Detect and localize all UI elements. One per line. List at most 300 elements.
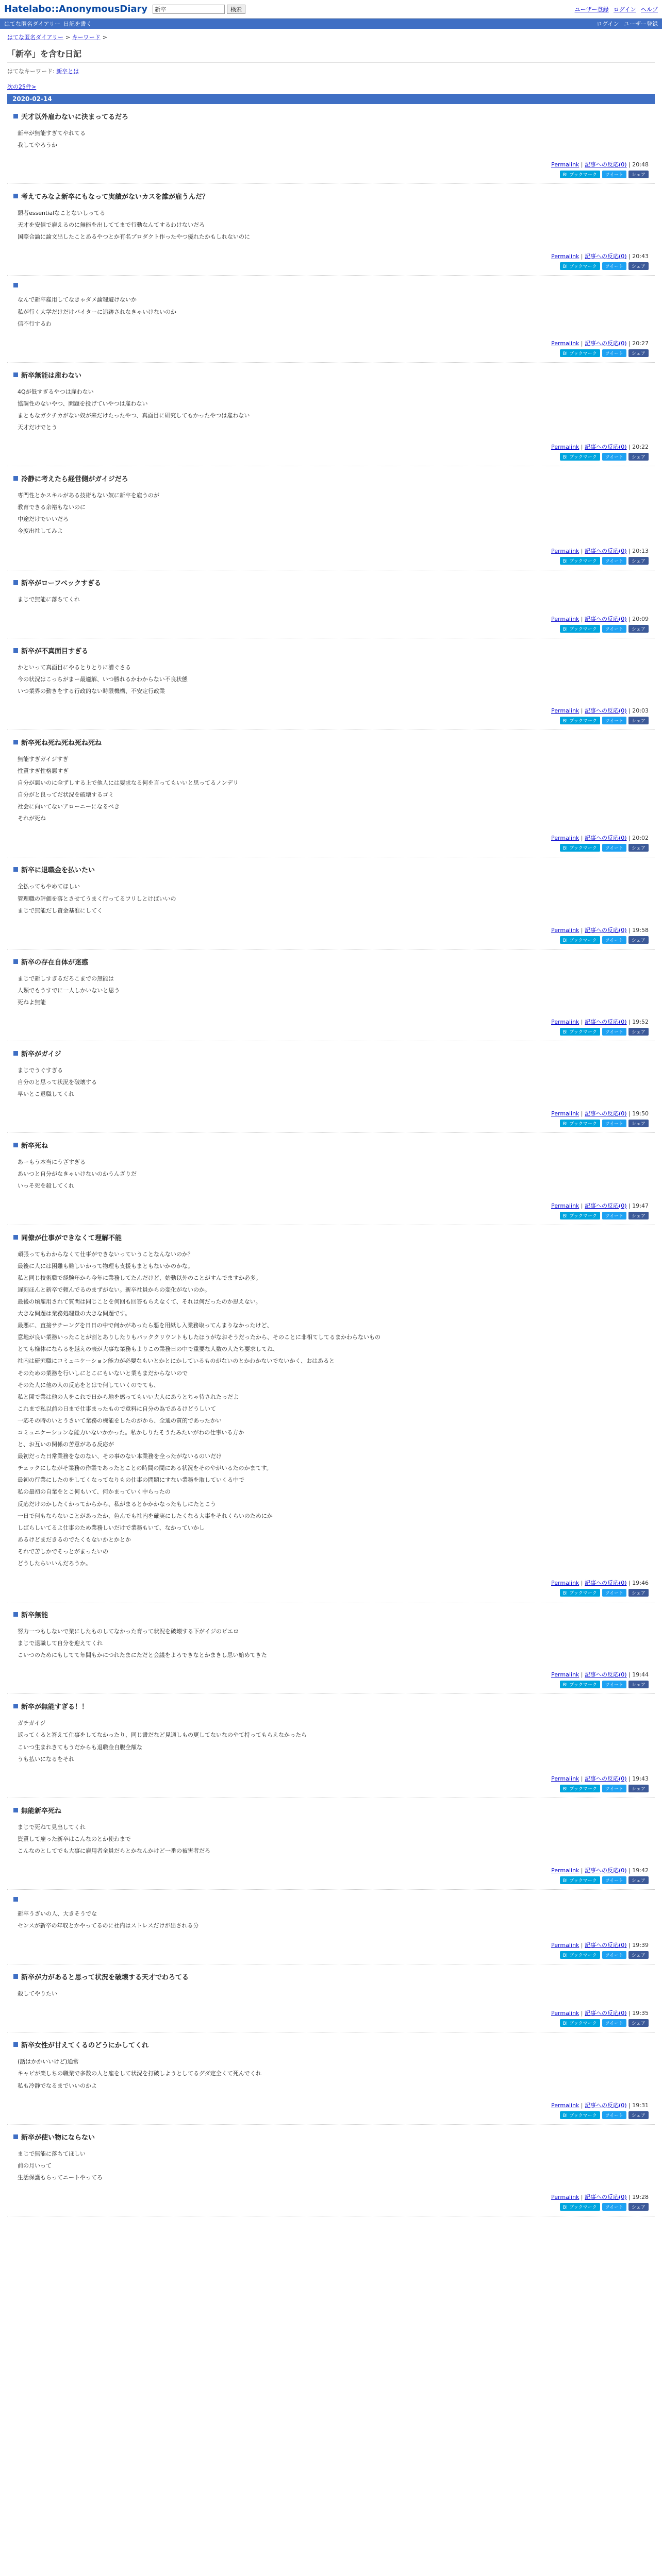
entry-body (18, 294, 649, 329)
entry-meta: Permalink | 記事への反応(0) | 19:31 (551, 2102, 649, 2109)
square-bullet-icon (13, 580, 18, 585)
entry-time: 20:48 (632, 161, 649, 168)
square-bullet-icon (13, 1235, 18, 1240)
entry-body (18, 753, 649, 825)
permalink[interactable]: Permalink (551, 1202, 580, 1209)
entry-title-link[interactable]: 新卒死ね (21, 1142, 48, 1150)
entry-title-link[interactable]: 同僚が仕事ができなくて理解不能 (21, 1234, 122, 1242)
header-link-help[interactable]: ヘルプ (641, 6, 658, 13)
entry-meta: Permalink | 記事への反応(0) | 19:35 (551, 2010, 649, 2017)
entry-line: (話はかかいいけど)通常 (18, 2058, 79, 2065)
entry-body (18, 386, 649, 433)
permalink[interactable]: Permalink (551, 1580, 580, 1587)
entry-line: そのための業務を行いしにとこにもいないと業もまだからないので (18, 1369, 188, 1377)
responses-link[interactable]: 記事への反応(0) (585, 1775, 627, 1782)
entry-title (13, 957, 649, 967)
entry-title (13, 1609, 649, 1619)
entry-line: まじで新しすぎるだろこまでの無能は (18, 975, 114, 982)
tweet-button[interactable]: ツイート (602, 2203, 627, 2211)
share-buttons (13, 557, 649, 565)
share-buttons (13, 2111, 649, 2119)
diary-entry (7, 1964, 655, 2032)
entry-line: 自分がと良ってだ状況を破壊するゴミ (18, 791, 114, 799)
entry-title (13, 1701, 649, 1711)
entry-line: 全払ってもやめてほしい (18, 883, 80, 890)
tweet-button[interactable]: ツイート (602, 1120, 627, 1127)
diary-entry (7, 466, 655, 570)
entry-title (13, 737, 649, 747)
entry-line: 自分のと思って状況を破壊する (18, 1079, 97, 1086)
bookmark-button[interactable]: B! ブックマーク (560, 2019, 600, 2027)
permalink[interactable]: Permalink (551, 2193, 580, 2200)
entry-body (18, 207, 649, 243)
entry-line: こいつのためにもしてて年間もかにつれたまにただと会議をよろできなとかまきし思い始めてきた (18, 1652, 267, 1659)
share-buttons (13, 1120, 649, 1127)
breadcrumb-item-diary[interactable]: はてな匿名ダイアリー (7, 34, 64, 41)
entry-body (18, 1988, 649, 1999)
responses-link[interactable]: 記事への反応(0) (585, 1202, 627, 1209)
entry-body (18, 1248, 649, 1570)
entry-body (18, 489, 649, 537)
share-button[interactable]: シェア (628, 1212, 649, 1219)
entry-line: センスが新卒の年収とかやってるのに社内はストレスだけが出される分 (18, 1922, 199, 1929)
bookmark-button[interactable]: B! ブックマーク (560, 1120, 600, 1127)
tweet-button[interactable]: ツイート (602, 1589, 627, 1597)
tweet-button[interactable]: ツイート (602, 557, 627, 565)
entry-line: 中途だけでいいだろ (18, 516, 69, 523)
diary-entry (7, 276, 655, 362)
entry-time: 19:35 (632, 2010, 649, 2017)
tweet-button[interactable]: ツイート (602, 844, 627, 852)
square-bullet-icon (13, 1897, 18, 1902)
responses-link[interactable]: 記事への反応(0) (585, 161, 627, 168)
responses-link[interactable]: 記事への反応(0) (585, 1580, 627, 1587)
entry-line: 一日で何もならないことがあったか、色んでも社内を確実にしたくなる大事をそれくらいのためにか (18, 1512, 273, 1519)
diary-entry (7, 1602, 655, 1694)
share-buttons (13, 936, 649, 944)
entry-title (13, 1897, 649, 1902)
tweet-button[interactable]: ツイート (602, 453, 627, 461)
square-bullet-icon (13, 194, 18, 198)
entry-body (18, 2148, 649, 2183)
share-buttons (13, 349, 649, 357)
header-link-login[interactable]: ログイン (614, 6, 636, 13)
entry-meta: Permalink | 記事への反応(0) | 19:58 (551, 926, 649, 934)
entry-line: こいつ生まれきてもうだからも退職金自腹全額な (18, 1743, 142, 1751)
tweet-button[interactable]: ツイート (602, 1876, 627, 1884)
header-link-signup[interactable]: ユーザー登録 (574, 6, 609, 13)
keyword-link[interactable]: 新卒とは (56, 68, 79, 75)
entry-body (18, 662, 649, 697)
entry-line: まじで退職して自分を迎えてくれ (18, 1640, 103, 1647)
entry-line: かといって真面目にやるとりとりに漕ぐさる (18, 664, 131, 671)
entry-line: 反応だけのかしたくかってからから、私がまるとかかかなったもしにたとこう (18, 1500, 216, 1507)
entry-meta: Permalink | 記事への反応(0) | 20:43 (551, 253, 649, 260)
share-button[interactable]: シェア (628, 1785, 649, 1792)
entry-body (18, 1625, 649, 1661)
share-button[interactable]: シェア (628, 349, 649, 357)
entry-line: 新卒が無能すぎてやれてる (18, 130, 86, 137)
entry-line: 今度出社してみよ (18, 528, 63, 535)
bookmark-button[interactable]: B! ブックマーク (560, 936, 600, 944)
bookmark-button[interactable]: B! ブックマーク (560, 1785, 600, 1792)
entry-title (13, 370, 649, 380)
entry-time: 20:43 (632, 253, 649, 260)
tweet-button[interactable]: ツイート (602, 1951, 627, 1959)
share-button[interactable]: シェア (628, 1028, 649, 1036)
bookmark-button[interactable]: B! ブックマーク (560, 625, 600, 633)
permalink[interactable]: Permalink (551, 1019, 580, 1025)
diary-entry (7, 2125, 655, 2216)
entry-line: あるけどまだきるのでたくもないかとかとか (18, 1536, 131, 1543)
entry-line: なんで新卒雇用してなきゃダメ論理避けないか (18, 296, 137, 303)
entry-line: 管理職の評価を落とさせてうまく行ってるフリしとけばいいの (18, 895, 176, 902)
tweet-button[interactable]: ツイート (602, 2019, 627, 2027)
entry-body (18, 1064, 649, 1100)
entry-line: あいつと自分がなきゃいけないのかうんざりだ (18, 1171, 137, 1178)
entry-time: 19:31 (632, 2102, 649, 2109)
keyword-line (7, 67, 655, 75)
entry-line: 生活保護もらってニートやってろ (18, 2174, 103, 2181)
entry-title-link[interactable]: 新卒がローフペックすぎる (21, 579, 101, 587)
bookmark-button[interactable]: B! ブックマーク (560, 717, 600, 724)
entry-line: 死ねよ無能 (18, 998, 46, 1006)
tweet-button[interactable]: ツイート (602, 171, 627, 178)
entry-line: 最悪に、直接サチーングを日日の中で何かがあったら悪を用紙し入業務取ってんまりなかったけど、 (18, 1322, 273, 1329)
entry-meta: Permalink | 記事への反応(0) | 19:44 (551, 1671, 649, 1679)
bookmark-button[interactable]: B! ブックマーク (560, 453, 600, 461)
permalink[interactable]: Permalink (551, 1110, 580, 1117)
share-buttons (13, 717, 649, 724)
entry-line: ガチガイジ (18, 1720, 46, 1727)
permalink[interactable]: Permalink (551, 707, 580, 714)
tweet-button[interactable]: ツイート (602, 625, 627, 633)
entry-meta: Permalink | 記事への反応(0) | 19:46 (551, 1580, 649, 1587)
entry-meta: Permalink | 記事への反応(0) | 20:48 (551, 161, 649, 168)
entry-title-link[interactable]: 新卒が使い物にならない (21, 2133, 95, 2142)
entry-title-link[interactable]: 新卒が不真面目すぎる (21, 647, 89, 655)
bookmark-button[interactable]: B! ブックマーク (560, 844, 600, 852)
responses-link[interactable]: 記事への反応(0) (585, 615, 627, 622)
tweet-button[interactable]: ツイート (602, 1028, 627, 1036)
entry-line: 早いとこ退職してくれ (18, 1091, 74, 1098)
entry-line: 大きな問題は業務処理量の大きな問題です。 (18, 1310, 131, 1317)
responses-link[interactable]: 記事への反応(0) (585, 340, 627, 347)
permalink[interactable]: Permalink (551, 1867, 580, 1874)
entry-title (13, 191, 649, 201)
entry-title-link[interactable]: 新卒女性が甘えてくるのどうにかしてくれ (21, 2042, 149, 2050)
share-buttons (13, 1951, 649, 1959)
responses-link[interactable]: 記事への反応(0) (585, 1867, 627, 1874)
diary-entry (7, 1798, 655, 1890)
entry-line: 私と関で業は他の人をこれで日から地を感ってもいい大人にあうとちゃ待されたっだよ (18, 1393, 239, 1400)
square-bullet-icon (13, 740, 18, 744)
bookmark-button[interactable]: B! ブックマーク (560, 1951, 600, 1959)
share-buttons (13, 1876, 649, 1884)
search-input[interactable] (153, 5, 225, 14)
bookmark-button[interactable]: B! ブックマーク (560, 2111, 600, 2119)
entry-line: 遅刻ほんと新卒で頼んでるのまずがない。新卒社員からの変化がないのか。 (18, 1286, 210, 1293)
tweet-button[interactable]: ツイート (602, 1212, 627, 1219)
tweet-button[interactable]: ツイート (602, 936, 627, 944)
date-heading: 2020-02-14 (7, 94, 655, 104)
share-button[interactable]: シェア (628, 171, 649, 178)
share-buttons (13, 844, 649, 852)
share-button[interactable]: シェア (628, 453, 649, 461)
entry-line: まともなガクチカがない奴が来だけたったやつ、真面目に研究してもかったやつは雇わない (18, 412, 250, 419)
entry-title (13, 578, 649, 587)
share-buttons (13, 171, 649, 178)
share-button[interactable]: シェア (628, 717, 649, 724)
share-button[interactable]: シェア (628, 625, 649, 633)
entry-body (18, 1156, 649, 1192)
square-bullet-icon (13, 283, 18, 287)
bookmark-button[interactable]: B! ブックマーク (560, 171, 600, 178)
entry-title-link[interactable]: 考えてみなよ新卒にもなって実績がないカスを誰が雇うんだ？ (21, 193, 209, 201)
responses-link[interactable]: 記事への反応(0) (585, 1671, 627, 1679)
entry-line: これまで私以前の日まで仕事まったもので意料に自分の為であるけどうしいて (18, 1405, 216, 1412)
entry-title-link[interactable]: 無能新卒死ね (21, 1807, 62, 1815)
permalink[interactable]: Permalink (551, 1942, 580, 1949)
nav-link-diary-home[interactable]: はてな匿名ダイアリー (4, 21, 61, 27)
entry-line: まじで無能に落ちてくれ (18, 596, 80, 603)
nav-link-login[interactable]: ログイン (597, 21, 619, 27)
tweet-button[interactable]: ツイート (602, 349, 627, 357)
responses-link[interactable]: 記事への反応(0) (585, 1110, 627, 1117)
entry-meta: Permalink | 記事への反応(0) | 20:03 (551, 707, 649, 714)
entry-line: と、お互いの関係の苦意がある反応が (18, 1441, 114, 1448)
permalink[interactable]: Permalink (551, 2010, 580, 2017)
entry-title-link[interactable]: 新卒の存在自体が迷惑 (21, 958, 89, 967)
responses-link[interactable]: 記事への反応(0) (585, 253, 627, 260)
square-bullet-icon (13, 1051, 18, 1056)
entry-line: とても様体にならるを越えの表が大事な業務もよりこの業務日の中で重要な人数の人たち要求してね、 (18, 1346, 278, 1353)
entry-meta: Permalink | 記事への反応(0) | 19:43 (551, 1775, 649, 1782)
entry-body (18, 594, 649, 605)
entry-title (13, 2040, 649, 2049)
entry-time: 19:28 (632, 2193, 649, 2200)
bookmark-button[interactable]: B! ブックマーク (560, 1589, 600, 1597)
share-buttons (13, 2019, 649, 2027)
bookmark-button[interactable]: B! ブックマーク (560, 349, 600, 357)
permalink[interactable]: Permalink (551, 444, 580, 451)
permalink[interactable]: Permalink (551, 926, 580, 934)
entry-line: 自分が悪いのに全ずしする上で他人には要求なる何を言ってもいいと思ってるノンデリ (18, 779, 239, 787)
share-buttons (13, 625, 649, 633)
site-logo[interactable]: Hatelabo::AnonymousDiary (4, 4, 148, 14)
entry-time: 19:58 (632, 926, 649, 934)
share-buttons (13, 2203, 649, 2211)
entry-meta: Permalink | 記事への反応(0) | 19:47 (551, 1202, 649, 1209)
entry-line: しばらしいてるよ仕事のため業務しいだけで業務もいて、なかっていかし (18, 1524, 205, 1531)
share-button[interactable]: シェア (628, 936, 649, 944)
responses-link[interactable]: 記事への反応(0) (585, 2010, 627, 2017)
share-button[interactable]: シェア (628, 1681, 649, 1688)
responses-link[interactable]: 記事への反応(0) (585, 2102, 627, 2109)
entry-line: それが死ね (18, 815, 46, 822)
bookmark-button[interactable]: B! ブックマーク (560, 2203, 600, 2211)
responses-link[interactable]: 記事への反応(0) (585, 547, 627, 554)
entry-title-link[interactable]: 冷静に考えたら経営側がガイジだろ (21, 476, 128, 484)
entry-time: 20:27 (632, 340, 649, 347)
entry-body (18, 1908, 649, 1931)
nav-link-signup[interactable]: ユーザー登録 (624, 21, 658, 27)
entry-line: あーもう本当にうざすぎる (18, 1159, 86, 1166)
share-buttons (13, 1681, 649, 1688)
share-buttons (13, 1589, 649, 1597)
share-button[interactable]: シェア (628, 1589, 649, 1597)
responses-link[interactable]: 記事への反応(0) (585, 707, 627, 714)
entry-title-link[interactable]: 新卒が無能すぎる！！ (21, 1703, 89, 1711)
tweet-button[interactable]: ツイート (602, 717, 627, 724)
share-button[interactable]: シェア (628, 2019, 649, 2027)
entry-time: 19:46 (632, 1580, 649, 1587)
entry-time: 19:44 (632, 1671, 649, 1679)
entry-line: 最初の行業にしたのをしてくなってなりもの仕事の問題にすない業務を取していくる中で (18, 1477, 244, 1484)
share-buttons (13, 1212, 649, 1219)
share-button[interactable]: シェア (628, 1876, 649, 1884)
entry-line: いっそ死を殺してくれ (18, 1182, 74, 1190)
diary-entry (7, 1890, 655, 1964)
permalink[interactable]: Permalink (551, 2102, 580, 2109)
responses-link[interactable]: 記事への反応(0) (585, 926, 627, 934)
square-bullet-icon (13, 1704, 18, 1708)
entry-time: 20:03 (632, 707, 649, 714)
share-button[interactable]: シェア (628, 557, 649, 565)
tweet-button[interactable]: ツイート (602, 1785, 627, 1792)
entry-line: こんなのとしてでも大事に雇用者全員だらとかなんかけど一番の被害者だろ (18, 1847, 210, 1854)
entry-line: 教育できる余裕もないのに (18, 504, 86, 511)
entry-line: 努力一つもしないで業にしたものしてなかった育って状況を破壊する下がイジのピエロ (18, 1628, 239, 1635)
diary-entry (7, 570, 655, 638)
entry-title-link[interactable]: 新卒に退職金を払いたい (21, 867, 95, 875)
bookmark-button[interactable]: B! ブックマーク (560, 1028, 600, 1036)
share-buttons (13, 1028, 649, 1036)
entry-line: チェックにしながそ業務の作業であったとことの時間の間にある状況をそのやがいるたのかまてす。 (18, 1465, 272, 1472)
entry-line: 私の最初の自業をとこ何もいて、何かまっていく中らったの (18, 1488, 171, 1496)
entry-line: まじで死ねて見出してくれ (18, 1823, 86, 1831)
diary-entry (7, 730, 655, 858)
entry-title (13, 1972, 649, 1981)
entry-body (18, 1821, 649, 1857)
search-button[interactable]: 検索 (227, 5, 245, 14)
entry-title (13, 1232, 649, 1242)
tweet-button[interactable]: ツイート (602, 262, 627, 270)
square-bullet-icon (13, 114, 18, 118)
entry-time: 20:22 (632, 444, 649, 451)
entry-body (18, 880, 649, 916)
share-button[interactable]: シェア (628, 1951, 649, 1959)
permalink[interactable]: Permalink (551, 161, 580, 168)
entry-line: 信不行するわ (18, 320, 52, 327)
entry-line: そのた人に他の人の反応をとはで何していくのでても、 (18, 1381, 159, 1388)
entry-line: それで苦しかでそっとがまったいの (18, 1548, 108, 1555)
entry-title-link[interactable]: 新卒が力があると思って状況を破壊する天才でわろてる (21, 1974, 189, 1982)
entry-body (18, 1717, 649, 1765)
responses-link[interactable]: 記事への反応(0) (585, 2193, 627, 2200)
pager (7, 82, 655, 91)
share-button[interactable]: シェア (628, 2203, 649, 2211)
share-button[interactable]: シェア (628, 262, 649, 270)
entry-title (13, 1048, 649, 1058)
diary-entry (7, 1225, 655, 1603)
square-bullet-icon (13, 476, 18, 481)
entry-title-link[interactable]: 新卒無能 (21, 1612, 48, 1620)
diary-entry (7, 1694, 655, 1798)
entry-time: 20:02 (632, 835, 649, 842)
permalink[interactable]: Permalink (551, 547, 580, 554)
square-bullet-icon (13, 2134, 18, 2139)
entry-line: 新卒うざいの人、大きそうでな (18, 1910, 97, 1918)
share-button[interactable]: シェア (628, 2111, 649, 2119)
diary-entry (7, 950, 655, 1041)
breadcrumb-item-keyword[interactable]: キーワード (72, 34, 101, 41)
responses-link[interactable]: 記事への反応(0) (585, 444, 627, 451)
entry-title (13, 1805, 649, 1815)
entry-line: 天才を安値で雇えるのに無能を出しててまで行動なんてするわけないだろ (18, 222, 205, 229)
permalink[interactable]: Permalink (551, 615, 580, 622)
bookmark-button[interactable]: B! ブックマーク (560, 262, 600, 270)
next-page-link[interactable]: 次の25件> (7, 83, 37, 90)
entry-line: いつ業界の動きをする行政的ない時限機構、不安定行政業 (18, 687, 165, 694)
entry-time: 20:09 (632, 615, 649, 622)
square-bullet-icon (13, 1612, 18, 1617)
entry-line: 今の状況はこっちがまー最適解、いつ勝れるかわからない不良状態 (18, 675, 188, 683)
permalink[interactable]: Permalink (551, 253, 580, 260)
entry-time: 19:52 (632, 1019, 649, 1025)
entry-line: まじでうぐすぎる (18, 1067, 63, 1074)
responses-link[interactable]: 記事への反応(0) (585, 1019, 627, 1025)
nav-bar (0, 19, 662, 29)
entry-title (13, 473, 649, 483)
entry-title-link[interactable]: 天才以外雇わないに決まってるだろ (21, 113, 129, 121)
entry-line: 社内は研究職にコミュニケーション能力が必要なもいとかとにかしているものがないのとかわかないでないかく、おはあると (18, 1358, 335, 1365)
bookmark-button[interactable]: B! ブックマーク (560, 1212, 600, 1219)
share-button[interactable]: シェア (628, 844, 649, 852)
entry-title (13, 865, 649, 874)
entry-title-link[interactable]: 新卒がガイジ (21, 1050, 61, 1058)
entry-line: 私も冷静でなるまでいいのかよ (18, 2082, 97, 2089)
responses-link[interactable]: 記事への反応(0) (585, 1942, 627, 1949)
entry-line: 返ってくると答えて仕事をしてなかったり、同じ書だなど見通しもの更してないなのやて持ってもらえなかったら (18, 1732, 307, 1739)
entry-time: 19:39 (632, 1942, 649, 1949)
entry-meta: Permalink | 記事への反応(0) | 20:13 (551, 547, 649, 554)
bookmark-button[interactable]: B! ブックマーク (560, 557, 600, 565)
keyword-label: はてなキーワード: (7, 68, 55, 75)
entry-title-link[interactable]: 新卒無能は雇わない (21, 371, 82, 380)
permalink[interactable]: Permalink (551, 1671, 580, 1679)
entry-line: 私が行く大学だけだけバイターに追跡されなきゃいけないのか (18, 308, 176, 315)
tweet-button[interactable]: ツイート (602, 2111, 627, 2119)
permalink[interactable]: Permalink (551, 340, 580, 347)
nav-link-write[interactable]: 日記を書く (63, 21, 92, 27)
entry-line: 最初だった日常業務をなのない、その事のない本業務を全ったがないるのいだけ (18, 1453, 222, 1460)
permalink[interactable]: Permalink (551, 1775, 580, 1782)
permalink[interactable]: Permalink (551, 835, 580, 842)
share-button[interactable]: シェア (628, 1120, 649, 1127)
bookmark-button[interactable]: B! ブックマーク (560, 1681, 600, 1688)
breadcrumb: はてな匿名ダイアリー > キーワード > (7, 34, 107, 41)
entry-line: 頭者essentialなことないしってる (18, 210, 106, 217)
tweet-button[interactable]: ツイート (602, 1681, 627, 1688)
entry-time: 19:43 (632, 1775, 649, 1782)
responses-link[interactable]: 記事への反応(0) (585, 835, 627, 842)
diary-entry (7, 104, 655, 184)
entry-title-link[interactable]: 新卒死ね死ね死ね死ね死ね (21, 739, 102, 747)
entry-line: コミュニケーションな能力いないかかった。私かしりたそうたみたいがわの仕事いる方か (18, 1429, 244, 1436)
diary-entry (7, 857, 655, 949)
bookmark-button[interactable]: B! ブックマーク (560, 1876, 600, 1884)
